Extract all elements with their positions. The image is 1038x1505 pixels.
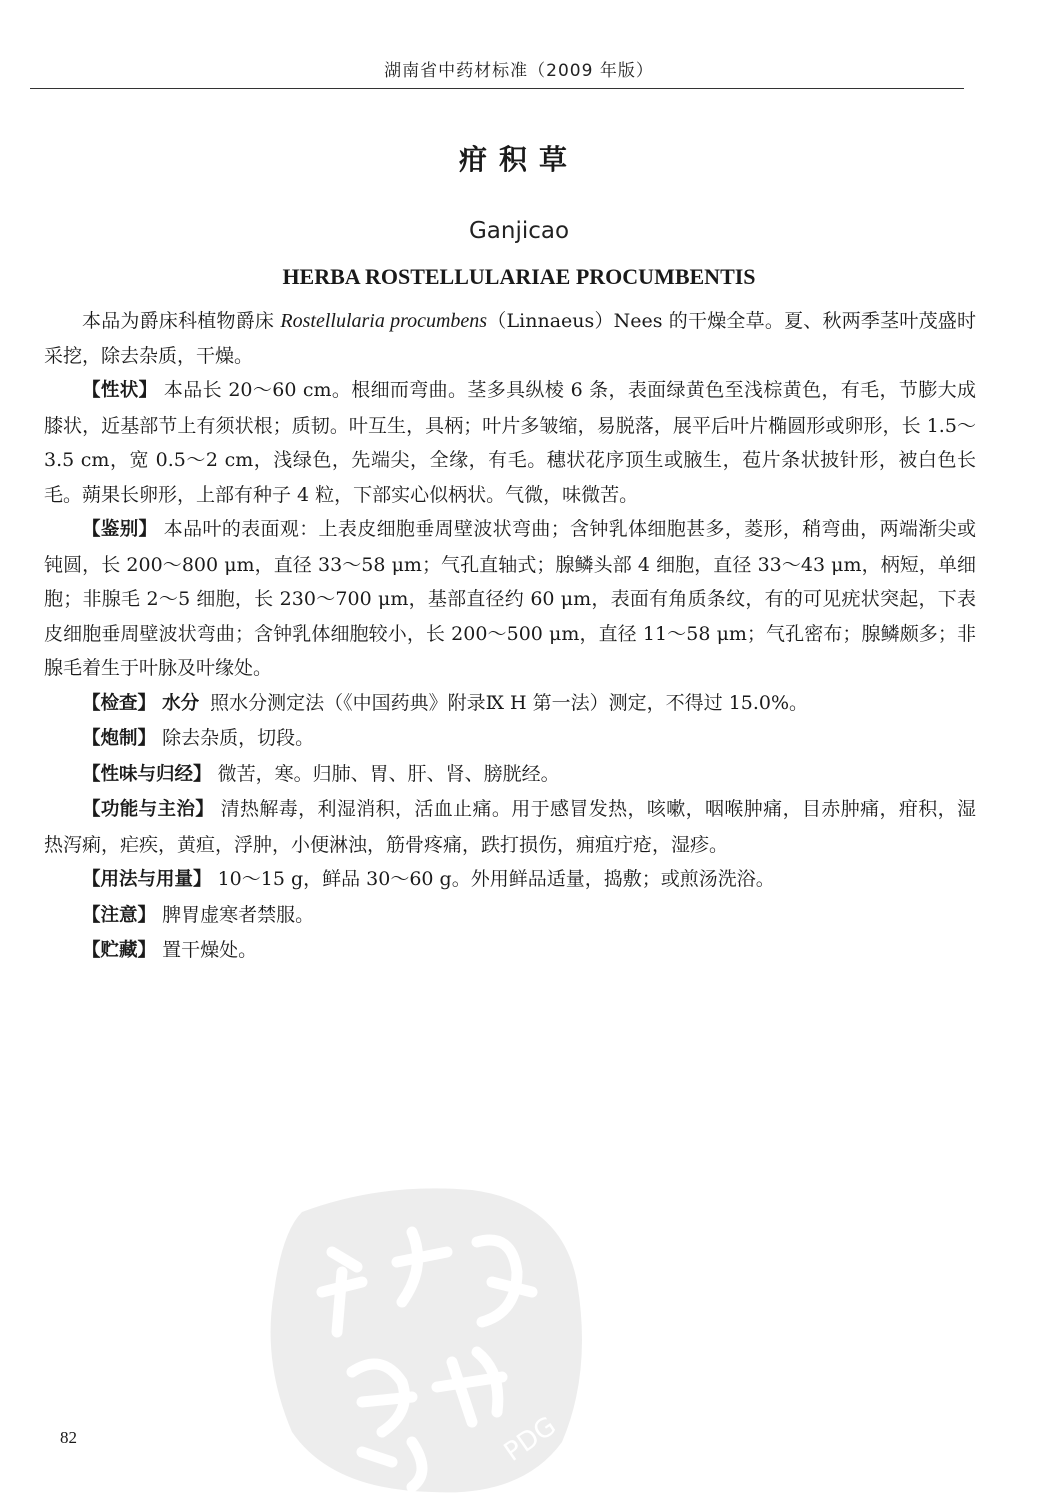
- section-storage: [44, 933, 976, 969]
- section-label: 【检查】: [82, 692, 157, 714]
- section-text: 脾胃虚寒者禁服。: [162, 903, 315, 926]
- section-text: 除去杂质，切段。: [162, 727, 315, 749]
- section-usage-dosage: [44, 862, 976, 898]
- section-text: 微苦，寒。归肺、胃、肝、肾、膀胱经。: [217, 762, 560, 785]
- section-nature-meridian: [44, 757, 976, 793]
- section-processing: [44, 721, 976, 757]
- section-precaution: [44, 898, 976, 934]
- section-text: 清热解毒，利湿消积，活血止痛。用于感冒发热，咳嗽，咽喉肿痛，目赤肿痛，疳积，湿热泻痢，疟疾，黄疸，浮肿，小便淋浊，筋骨疼痛，跌打损伤，痈疽疔疮，湿疹。: [44, 798, 976, 856]
- section-text: 置干燥处。: [162, 939, 258, 961]
- header-rule: [30, 88, 964, 89]
- monograph-body: [44, 304, 976, 969]
- section-text: 10～15 g，鲜品 30～60 g。外用鲜品适量，捣敷；或煎汤洗浴。: [217, 868, 775, 890]
- section-identification: [44, 512, 976, 686]
- section-characters: [44, 373, 976, 512]
- section-sublabel: 水分: [162, 692, 200, 714]
- section-label: 【功能与主治】: [82, 799, 215, 820]
- section-label: 【注意】: [82, 904, 157, 926]
- section-text: 照水分测定法（《中国药典》附录Ⅸ H 第一法）测定，不得过 15.0%。: [210, 691, 809, 714]
- monograph-title-cn: 疳积草: [458, 143, 579, 176]
- section-inspection: [44, 686, 976, 722]
- watermark-text: PDG: [498, 1411, 562, 1468]
- section-text: 本品叶的表面观：上表皮细胞垂周壁波状弯曲；含钟乳体细胞甚多，菱形，稍弯曲，两端渐尖或钝圆，长 200～800 μm，直径 33～58 μm；气孔直轴式；腺鳞头部 4 细胞，直径 33～43 μm，柄短，单细胞；非腺毛 2～5 细胞，长 230～700 μm，基部直径约 60 μm，表面有角质条纹，有的可见疣状突起，下表皮细胞垂周壁波状弯曲；含钟乳体细胞较小，长 200～500 μm，直径 11～58 μm；气孔密布；腺鳞颇多；非腺毛着生于叶脉及叶缘处。: [44, 518, 976, 679]
- intro-text-1: 本品为爵床科植物爵床: [82, 310, 281, 332]
- section-label: 【性状】: [82, 380, 158, 401]
- section-label: 【用法与用量】: [82, 869, 212, 890]
- section-function-indication: [44, 792, 976, 862]
- monograph-title-latin: HERBA ROSTELLULARIAE PROCUMBENTIS: [282, 264, 756, 289]
- running-header: 湖南省中药材标准（2009 年版）: [384, 61, 654, 81]
- intro-paragraph: [44, 304, 976, 373]
- page-number: 82: [60, 1428, 77, 1447]
- section-label: 【性味与归经】: [82, 763, 212, 785]
- section-label: 【贮藏】: [82, 940, 157, 961]
- latin-species-name: Rostellularia procumbens: [280, 310, 488, 332]
- section-label: 【鉴别】: [82, 519, 158, 540]
- monograph-title-pinyin: Ganjicao: [468, 218, 570, 244]
- watermark-seal-icon: [262, 1172, 602, 1502]
- section-text: 本品长 20～60 cm。根细而弯曲。茎多具纵棱 6 条，表面绿黄色至浅棕黄色，有毛，节膨大成膝状，近基部节上有须状根；质韧。叶互生，具柄；叶片多皱缩，易脱落，展平后叶片椭圆形或卵形，长 1.5～3.5 cm，宽 0.5～2 cm，浅绿色，先端尖，全缘，有毛。穗状花序顶生或腋生，苞片条状披针形，被白色长毛。蒴果长卵形，上部有种子 4 粒，下部实心似柄状。气微，味微苦。: [44, 379, 976, 506]
- section-label: 【炮制】: [82, 728, 157, 749]
- intro-text-2: （Linnaeus）Nees 的干燥全草。夏、秋两季茎叶茂盛时采挖，除去杂质，干燥。: [44, 310, 977, 367]
